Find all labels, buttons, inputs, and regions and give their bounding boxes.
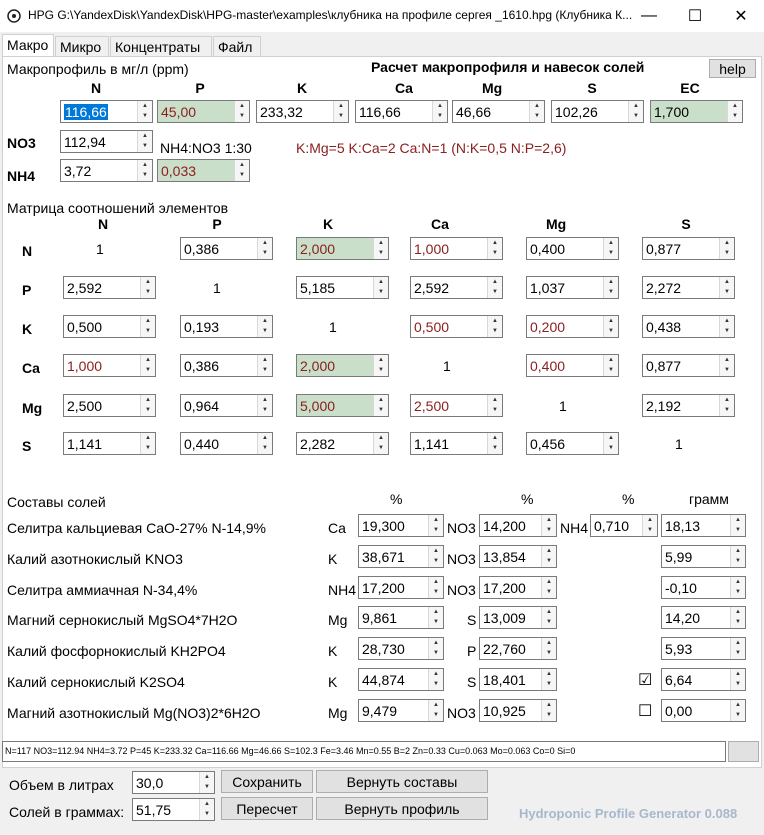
macro-header-3: Ca <box>395 80 413 96</box>
salt-grams-value: 6,64 <box>665 672 693 688</box>
matrix-cell[interactable] <box>410 394 503 417</box>
salt-pct-2[interactable] <box>479 668 557 691</box>
salt-name: Калий фосфорнокислый KH2PO4 <box>7 643 226 659</box>
matrix-cell[interactable] <box>63 315 156 338</box>
spin-arrows-icon[interactable]: ▲ ▼ <box>730 607 745 628</box>
salt-pct-2-value: 17,200 <box>483 580 526 596</box>
salt-pct-1-value: 9,479 <box>362 703 398 719</box>
matrix-col-header: Mg <box>546 216 567 232</box>
spin-arrows-icon[interactable]: ▲ ▼ <box>603 316 618 337</box>
salt-element-1: Ca <box>328 520 346 536</box>
matrix-col-header: P <box>212 216 222 232</box>
salt-grams[interactable] <box>661 637 746 660</box>
salt-element-2: P <box>467 643 477 659</box>
macro-header-0: N <box>90 80 102 96</box>
tab-file[interactable]: Файл <box>213 36 261 57</box>
spin-arrows-icon[interactable]: ▲ ▼ <box>428 607 443 628</box>
macro-value-1-value: 45,00 <box>161 104 197 120</box>
spin-arrows-icon[interactable]: ▲ ▼ <box>257 238 272 259</box>
matrix-cell-value: 0,500 <box>414 319 450 335</box>
salt-pct-2-value: 18,401 <box>483 672 526 688</box>
spin-arrows-icon[interactable]: ▲ ▼ <box>140 355 155 376</box>
matrix-cell[interactable] <box>296 276 389 299</box>
matrix-cell-value: 2,192 <box>646 398 682 414</box>
salts-grams-label: Солей в граммах: <box>9 804 125 820</box>
salt-pct-1-value: 19,300 <box>362 518 405 534</box>
salt-pct-2[interactable] <box>479 514 557 537</box>
matrix-cell[interactable] <box>642 315 735 338</box>
salt-pct-1-value: 17,200 <box>362 580 405 596</box>
maximize-button[interactable]: ☐ <box>687 8 703 25</box>
pct-header-1: % <box>390 491 403 507</box>
spin-arrows-icon[interactable]: ▲ ▼ <box>432 101 447 122</box>
matrix-cell-value: 1,141 <box>414 436 450 452</box>
macro-value-4[interactable] <box>452 100 545 123</box>
spin-arrows-icon[interactable]: ▲ ▼ <box>428 638 443 659</box>
salt-pct-1[interactable] <box>358 699 444 722</box>
checkbox-checked-icon[interactable]: ☑ <box>638 672 653 689</box>
spin-arrows-icon[interactable]: ▲ ▼ <box>719 355 734 376</box>
salt-element-1: Mg <box>328 705 348 721</box>
matrix-cell[interactable] <box>296 394 389 417</box>
spin-arrows-icon[interactable]: ▲ ▼ <box>137 160 152 181</box>
spin-arrows-icon[interactable]: ▲ ▼ <box>428 546 443 567</box>
matrix-cell-value: 1,000 <box>414 241 450 257</box>
matrix-cell-value: 0,440 <box>184 436 220 452</box>
salt-name: Калий сернокислый K2SO4 <box>7 674 185 690</box>
matrix-diagonal: 1 <box>96 241 104 257</box>
spin-arrows-icon[interactable]: ▲ ▼ <box>428 700 443 721</box>
checkbox-icon[interactable]: ☐ <box>638 703 653 720</box>
matrix-row-header: K <box>22 321 33 337</box>
spin-arrows-icon[interactable]: ▲ ▼ <box>257 316 272 337</box>
salt-grams[interactable] <box>661 576 746 599</box>
spin-arrows-icon[interactable]: ▲ ▼ <box>234 101 249 122</box>
spin-arrows-icon[interactable]: ▲ ▼ <box>541 669 556 690</box>
matrix-diagonal: 1 <box>443 358 451 374</box>
matrix-cell-value: 2,592 <box>67 280 103 296</box>
matrix-cell-value: 2,272 <box>646 280 682 296</box>
matrix-diagonal: 1 <box>213 280 221 296</box>
matrix-diagonal: 1 <box>559 398 567 414</box>
spin-arrows-icon[interactable]: ▲ ▼ <box>257 395 272 416</box>
element-ratios: K:Mg=5 K:Ca=2 Ca:N=1 (N:K=0,5 N:P=2,6) <box>296 140 567 156</box>
matrix-cell[interactable] <box>642 237 735 260</box>
matrix-col-header: N <box>97 216 109 232</box>
spin-arrows-icon[interactable]: ▲ ▼ <box>333 101 348 122</box>
salt-element-1: K <box>328 643 338 659</box>
matrix-cell[interactable] <box>526 354 619 377</box>
spin-arrows-icon[interactable]: ▲ ▼ <box>487 277 502 298</box>
matrix-col-header: S <box>681 216 691 232</box>
salt-element-3: NH4 <box>560 520 589 536</box>
tab-macro[interactable]: Макро <box>2 34 54 57</box>
pct-header-2: % <box>521 491 534 507</box>
salt-element-2: NO3 <box>447 705 476 721</box>
window-title: HPG G:\YandexDisk\YandexDisk\HPG-master\examples\клубника на профиле сергея _1610.hpg (Клубника К... <box>28 8 633 22</box>
spin-arrows-icon[interactable]: ▲ ▼ <box>730 638 745 659</box>
matrix-cell-value: 2,500 <box>67 398 103 414</box>
tab-micro[interactable]: Микро <box>55 36 109 57</box>
salt-pct-1[interactable] <box>358 606 444 629</box>
no3-label: NO3 <box>7 135 36 151</box>
salt-grams-value: 5,93 <box>665 641 693 657</box>
matrix-cell[interactable] <box>642 354 735 377</box>
tab-concentrates[interactable]: Концентраты <box>110 36 212 57</box>
matrix-cell-value: 1,000 <box>67 358 103 374</box>
brand-label: Hydroponic Profile Generator 0.088 <box>519 806 738 821</box>
salts-grams-value: 51,75 <box>136 802 172 818</box>
spin-arrows-icon[interactable]: ▲ ▼ <box>373 355 388 376</box>
salt-element-2: NO3 <box>447 551 476 567</box>
gram-header: грамм <box>689 491 729 507</box>
salts-title: Составы солей <box>7 494 106 510</box>
spin-arrows-icon[interactable]: ▲ ▼ <box>373 277 388 298</box>
summary-field[interactable]: N=117 NO3=112.94 NH4=3.72 P=45 K=233.32 Ca=116.66 Mg=46.66 S=102.3 Fe=3.46 Mn=0.55 B=2 Zn=0.33 Cu=0.063 Mo=0.063 Co=0 Si=0 <box>2 741 726 762</box>
salt-element-1: K <box>328 674 338 690</box>
spin-arrows-icon[interactable]: ▲ ▼ <box>373 238 388 259</box>
matrix-cell-value: 0,877 <box>646 358 682 374</box>
spin-arrows-icon[interactable]: ▲ ▼ <box>137 131 152 152</box>
macro-value-0-value: 116,66 <box>65 104 107 120</box>
matrix-cell-value: 0,386 <box>184 241 220 257</box>
spin-arrows-icon[interactable]: ▲ ▼ <box>541 700 556 721</box>
salt-element-1: Mg <box>328 612 348 628</box>
spin-arrows-icon[interactable]: ▲ ▼ <box>257 355 272 376</box>
spin-arrows-icon[interactable]: ▲ ▼ <box>373 395 388 416</box>
matrix-cell-value: 2,592 <box>414 280 450 296</box>
spin-arrows-icon[interactable]: ▲ ▼ <box>199 799 214 820</box>
spin-arrows-icon[interactable]: ▲ ▼ <box>603 433 618 454</box>
matrix-row-header: S <box>22 438 32 454</box>
matrix-cell-value: 5,185 <box>300 280 336 296</box>
spin-arrows-icon[interactable]: ▲ ▼ <box>428 515 443 536</box>
salt-element-2: NO3 <box>447 520 476 536</box>
matrix-cell[interactable] <box>296 237 389 260</box>
salt-pct-2-value: 10,925 <box>483 703 526 719</box>
salt-pct-3-value: 0,710 <box>594 518 630 534</box>
matrix-row-header: Mg <box>22 400 43 416</box>
volume-spinner[interactable] <box>132 771 215 794</box>
matrix-cell[interactable] <box>180 394 273 417</box>
spin-arrows-icon[interactable]: ▲ ▼ <box>373 433 388 454</box>
spin-arrows-icon[interactable]: ▲ ▼ <box>140 433 155 454</box>
salt-pct-1-value: 38,671 <box>362 549 405 565</box>
spin-arrows-icon[interactable]: ▲ ▼ <box>234 160 249 181</box>
recalc-button[interactable]: Пересчет <box>221 797 313 820</box>
salt-pct-2[interactable] <box>479 606 557 629</box>
volume-label: Объем в литрах <box>9 777 114 793</box>
help-button[interactable]: help <box>709 59 756 78</box>
matrix-row-header: N <box>22 243 33 259</box>
app-icon <box>6 8 22 24</box>
macro-value-0[interactable] <box>60 100 153 123</box>
no3-value: 112,94 <box>64 134 106 150</box>
salt-grams[interactable] <box>661 606 746 629</box>
restore-salts-button[interactable]: Вернуть составы <box>316 770 488 793</box>
salt-pct-3[interactable] <box>590 514 658 537</box>
matrix-cell-value: 5,000 <box>300 398 336 414</box>
salt-pct-1[interactable] <box>358 637 444 660</box>
matrix-cell[interactable] <box>63 432 156 455</box>
spin-arrows-icon[interactable]: ▲ ▼ <box>541 607 556 628</box>
salt-grams-value: 5,99 <box>665 549 693 565</box>
spin-arrows-icon[interactable]: ▲ ▼ <box>140 316 155 337</box>
matrix-row-header: P <box>22 282 32 298</box>
spin-arrows-icon[interactable]: ▲ ▼ <box>140 277 155 298</box>
matrix-cell-value: 0,200 <box>530 319 566 335</box>
matrix-title: Матрица соотношений элементов <box>7 200 229 216</box>
close-button[interactable]: ✕ <box>734 8 748 25</box>
spin-arrows-icon[interactable]: ▲ ▼ <box>642 515 657 536</box>
matrix-diagonal: 1 <box>675 436 683 452</box>
salt-pct-1[interactable] <box>358 545 444 568</box>
macro-profile-label: Макропрофиль в мг/л (ppm) <box>7 61 189 77</box>
salt-pct-1-value: 44,874 <box>362 672 405 688</box>
spin-arrows-icon[interactable]: ▲ ▼ <box>199 772 214 793</box>
matrix-cell-value: 2,282 <box>300 436 336 452</box>
salt-pct-2-value: 22,760 <box>483 641 526 657</box>
matrix-cell-value: 0,964 <box>184 398 220 414</box>
macro-value-4-value: 46,66 <box>456 104 492 120</box>
spin-arrows-icon[interactable]: ▲ ▼ <box>487 395 502 416</box>
matrix-cell[interactable] <box>410 237 503 260</box>
salt-element-1: K <box>328 551 338 567</box>
matrix-cell-value: 0,193 <box>184 319 220 335</box>
matrix-cell[interactable] <box>180 354 273 377</box>
calc-title: Расчет макропрофиля и навесок солей <box>371 59 645 75</box>
matrix-cell-value: 1,037 <box>530 280 566 296</box>
spin-arrows-icon[interactable]: ▲ ▼ <box>727 101 742 122</box>
macro-value-5-value: 102,26 <box>555 104 598 120</box>
matrix-cell-value: 0,456 <box>530 436 566 452</box>
salt-grams[interactable] <box>661 668 746 691</box>
matrix-cell-value: 2,500 <box>414 398 450 414</box>
macro-value-2-value: 233,32 <box>260 104 303 120</box>
macro-header-5: S <box>587 80 597 96</box>
nh4-no3-ratio: NH4:NO3 1:30 <box>160 140 252 156</box>
spin-arrows-icon[interactable]: ▲ ▼ <box>730 669 745 690</box>
macro-value-1[interactable] <box>157 100 250 123</box>
matrix-cell[interactable] <box>526 432 619 455</box>
matrix-cell[interactable] <box>296 354 389 377</box>
salt-pct-1-value: 9,861 <box>362 610 398 626</box>
macro-value-3[interactable] <box>355 100 448 123</box>
matrix-cell[interactable] <box>63 354 156 377</box>
spin-arrows-icon[interactable]: ▲ ▼ <box>529 101 544 122</box>
macro-header-6: EC <box>680 80 700 96</box>
salt-pct-2-value: 13,854 <box>483 549 526 565</box>
matrix-cell[interactable] <box>526 276 619 299</box>
salt-name: Магний азотнокислый Mg(NO3)2*6H2O <box>7 705 261 721</box>
no3-spinner[interactable] <box>60 130 153 153</box>
spin-arrows-icon[interactable]: ▲ ▼ <box>541 546 556 567</box>
matrix-cell[interactable] <box>180 237 273 260</box>
matrix-cell-value: 0,400 <box>530 358 566 374</box>
salt-pct-2[interactable] <box>479 637 557 660</box>
salt-grams[interactable] <box>661 699 746 722</box>
spin-arrows-icon[interactable]: ▲ ▼ <box>487 316 502 337</box>
matrix-cell[interactable] <box>642 276 735 299</box>
spin-arrows-icon[interactable]: ▲ ▼ <box>628 101 643 122</box>
macro-value-6-value: 1,700 <box>654 104 690 120</box>
macro-value-2[interactable] <box>256 100 349 123</box>
salt-pct-2-value: 14,200 <box>483 518 526 534</box>
matrix-diagonal: 1 <box>329 319 337 335</box>
salt-element-1: NH4 <box>328 582 357 598</box>
matrix-cell-value: 0,386 <box>184 358 220 374</box>
salt-pct-2[interactable] <box>479 576 557 599</box>
macro-value-5[interactable] <box>551 100 644 123</box>
spin-arrows-icon[interactable]: ▲ ▼ <box>541 638 556 659</box>
salt-element-2: S <box>467 612 477 628</box>
matrix-col-header: K <box>322 216 334 232</box>
salt-grams-value: 0,00 <box>665 703 693 719</box>
matrix-cell-value: 2,000 <box>300 241 336 257</box>
nh4-ratio-value: 0,033 <box>161 163 197 179</box>
matrix-cell-value: 0,877 <box>646 241 682 257</box>
pct-header-3: % <box>622 491 635 507</box>
spin-arrows-icon[interactable]: ▲ ▼ <box>487 238 502 259</box>
spin-arrows-icon[interactable]: ▲ ▼ <box>137 101 152 122</box>
matrix-cell[interactable] <box>410 432 503 455</box>
salt-name: Селитра аммиачная N-34,4% <box>7 582 198 598</box>
matrix-cell[interactable] <box>410 315 503 338</box>
nh4-ratio-spinner[interactable] <box>157 159 250 182</box>
spin-arrows-icon[interactable]: ▲ ▼ <box>603 277 618 298</box>
salt-name: Калий азотнокислый KNO3 <box>7 551 183 567</box>
salt-pct-2[interactable] <box>479 545 557 568</box>
salt-pct-2-value: 13,009 <box>483 610 526 626</box>
macro-header-2: K <box>296 80 308 96</box>
restore-profile-button[interactable]: Вернуть профиль <box>316 797 488 820</box>
matrix-cell-value: 1,141 <box>67 436 103 452</box>
matrix-cell[interactable] <box>296 432 389 455</box>
salt-pct-1[interactable] <box>358 514 444 537</box>
matrix-cell[interactable] <box>526 237 619 260</box>
salt-grams[interactable] <box>661 545 746 568</box>
macro-header-1: P <box>195 80 205 96</box>
spin-arrows-icon[interactable]: ▲ ▼ <box>719 277 734 298</box>
macro-value-3-value: 116,66 <box>359 104 401 120</box>
volume-value: 30,0 <box>136 775 164 791</box>
spin-arrows-icon[interactable]: ▲ ▼ <box>719 238 734 259</box>
spin-arrows-icon[interactable]: ▲ ▼ <box>487 433 502 454</box>
minimize-button[interactable]: — <box>641 7 657 24</box>
nh4-label: NH4 <box>7 168 36 184</box>
salts-grams-spinner[interactable] <box>132 798 215 821</box>
matrix-cell-value: 0,438 <box>646 319 682 335</box>
matrix-cell[interactable] <box>526 315 619 338</box>
spin-arrows-icon[interactable]: ▲ ▼ <box>719 395 734 416</box>
matrix-cell-value: 0,400 <box>530 241 566 257</box>
spin-arrows-icon[interactable]: ▲ ▼ <box>719 316 734 337</box>
matrix-row-header: Ca <box>22 360 40 376</box>
matrix-cell-value: 2,000 <box>300 358 336 374</box>
macro-value-6[interactable] <box>650 100 743 123</box>
nh4-value: 3,72 <box>64 163 92 179</box>
salt-element-2: NO3 <box>447 582 476 598</box>
save-button[interactable]: Сохранить <box>221 770 313 793</box>
salt-name: Магний сернокислый MgSO4*7H2O <box>7 612 238 628</box>
spin-arrows-icon[interactable]: ▲ ▼ <box>541 515 556 536</box>
spin-arrows-icon[interactable]: ▲ ▼ <box>603 355 618 376</box>
spin-arrows-icon[interactable]: ▲ ▼ <box>730 515 745 536</box>
salt-grams-value: 18,13 <box>665 518 701 534</box>
spin-arrows-icon[interactable]: ▲ ▼ <box>428 669 443 690</box>
salt-grams[interactable] <box>661 514 746 537</box>
spin-arrows-icon[interactable]: ▲ ▼ <box>257 433 272 454</box>
salt-pct-2[interactable] <box>479 699 557 722</box>
matrix-cell[interactable] <box>63 276 156 299</box>
salt-grams-value: 14,20 <box>665 610 701 626</box>
salt-element-2: S <box>467 674 477 690</box>
title-bar <box>0 0 764 32</box>
nh4-spinner[interactable] <box>60 159 153 182</box>
matrix-cell-value: 0,500 <box>67 319 103 335</box>
salt-pct-1-value: 28,730 <box>362 641 405 657</box>
spin-arrows-icon[interactable]: ▲ ▼ <box>730 700 745 721</box>
spin-arrows-icon[interactable]: ▲ ▼ <box>428 577 443 598</box>
matrix-cell[interactable] <box>410 276 503 299</box>
spin-arrows-icon[interactable]: ▲ ▼ <box>730 577 745 598</box>
matrix-col-header: Ca <box>431 216 449 232</box>
spin-arrows-icon[interactable]: ▲ ▼ <box>730 546 745 567</box>
summary-button[interactable] <box>728 741 759 762</box>
matrix-cell[interactable] <box>63 394 156 417</box>
matrix-cell[interactable] <box>180 315 273 338</box>
macro-header-4: Mg <box>482 80 503 96</box>
salt-pct-1[interactable] <box>358 576 444 599</box>
matrix-cell[interactable] <box>642 394 735 417</box>
spin-arrows-icon[interactable]: ▲ ▼ <box>541 577 556 598</box>
matrix-cell[interactable] <box>180 432 273 455</box>
salt-pct-1[interactable] <box>358 668 444 691</box>
spin-arrows-icon[interactable]: ▲ ▼ <box>603 238 618 259</box>
spin-arrows-icon[interactable]: ▲ ▼ <box>140 395 155 416</box>
salt-grams-value: -0,10 <box>665 580 697 596</box>
salt-name: Селитра кальциевая CaO-27% N-14,9% <box>7 520 266 536</box>
